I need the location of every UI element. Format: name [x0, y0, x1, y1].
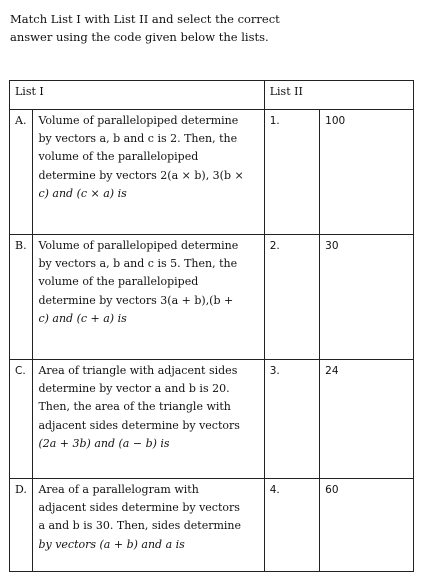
description-line: determine by vector a and b is 20. — [38, 382, 230, 396]
description-line: Area of triangle with adjacent sides — [38, 364, 238, 377]
row-description — [33, 479, 264, 572]
table-row — [10, 110, 414, 235]
description-line: adjacent sides determine by vectors — [38, 418, 240, 432]
row-description — [33, 360, 264, 479]
description-line: adjacent sides determine by vectors — [38, 501, 240, 515]
table-row — [10, 235, 414, 360]
description-line: determine by vectors 2(a × b), 3(b × — [38, 168, 244, 182]
row-description — [33, 110, 264, 235]
description-line: Volume of parallelopiped determine — [38, 114, 239, 127]
description-line: (2a + 3b) and (a − b) is — [38, 436, 170, 450]
description-line: Then, the area of the triangle with — [38, 400, 231, 414]
row-number: 2. — [264, 235, 319, 360]
description-line: c) and (c + a) is — [38, 311, 127, 325]
description-line: by vectors a, b and c is 5. Then, the — [38, 257, 238, 271]
description-line: volume of the parallelopiped — [38, 150, 199, 164]
row-number: 1. — [264, 110, 319, 235]
table-header-row — [10, 81, 414, 110]
description-line: determine by vectors 3(a + b),(b + — [38, 293, 234, 307]
description-line: by vectors (a + b) and a is — [38, 537, 185, 551]
list-2-header: List II — [264, 81, 413, 110]
row-number: 3. — [264, 360, 319, 479]
row-value: 60 — [320, 479, 414, 572]
description-line: by vectors a, b and c is 2. Then, the — [38, 132, 238, 146]
instructions-line-2: answer using the code given below the lists. — [10, 30, 269, 44]
row-letter: B. — [10, 235, 33, 360]
instructions-line-1: Match List I with List II and select the correct — [10, 12, 280, 26]
row-letter: C. — [10, 360, 33, 479]
description-line: Area of a parallelogram with — [38, 483, 199, 496]
description-line: Volume of parallelopiped determine — [38, 239, 239, 252]
list-1-header: List I — [10, 81, 265, 110]
description-line: c) and (c × a) is — [38, 186, 127, 200]
row-value: 100 — [320, 110, 414, 235]
row-letter: A. — [10, 110, 33, 235]
description-line: volume of the parallelopiped — [38, 275, 199, 289]
match-table — [9, 80, 414, 572]
row-letter: D. — [10, 479, 33, 572]
description-line: a and b is 30. Then, sides determine — [38, 519, 242, 533]
table-row — [10, 360, 414, 479]
instructions — [10, 10, 420, 46]
row-description — [33, 235, 264, 360]
row-number: 4. — [264, 479, 319, 572]
row-value: 24 — [320, 360, 414, 479]
row-value: 30 — [320, 235, 414, 360]
table-row — [10, 479, 414, 572]
